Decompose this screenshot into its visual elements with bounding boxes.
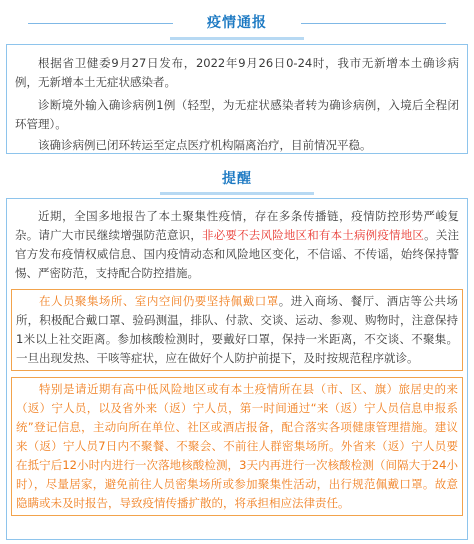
title-divider-left [28, 23, 173, 24]
title-divider-right [301, 23, 446, 24]
reminder-title: 提醒 [222, 171, 252, 187]
notice-box [6, 44, 468, 154]
reminder-mask-highlight-box [11, 289, 463, 371]
reminder-paragraph-1 [7, 207, 467, 283]
title-underline [170, 37, 304, 40]
notice-paragraph-3: 该确诊病例已闭环转运至定点医疗机构隔离治疗，目前情况平稳。 [38, 138, 372, 152]
reminder-travel-highlight-box [11, 377, 463, 516]
reminder-title-underline [160, 192, 314, 195]
reminder-title-area [0, 168, 474, 190]
notice-title-area [0, 12, 474, 34]
reminder-paragraph-3: 特别是请近期有高中低风险地区或有本土疫情所在县（市、区、旗）旅居史的来（返）宁人员，以及省外来（返）宁人员，第一时间通过“来（返）宁人员信息申报系统”登记信息，主动向所在单位、社区或酒店报备，配合落实各项健康管理措施。建议来（返）宁人员7日内不聚餐、不聚会、不前往人群密集场所。外省来（返）宁人员要在抵宁后12小时内进行一次落地核酸检测，3天内再进行一次核酸检测（间隔大于24小时），尽量居家，避免前往人员密集场所或参加聚集性活动，出行规范佩戴口罩。故意隐瞒或未及时报告，导致疫情传播扩散的，将承担相应法律责任。 [16, 382, 458, 510]
reminder-p1-text-continued: 。关注官方发布疫情权威信息、国内疫情动态和风险地区变化，不信谣、不传谣，始终保持警惕、严密防范，支持配合防控措施。 [15, 228, 460, 280]
reminder-p1-text: 近期，全国多地报告了本土聚集性疫情，存在多条传播链，疫情防控形势严峻复杂。请广大市民继续增强防范意识， [15, 209, 459, 242]
notice-title: 疫情通报 [207, 15, 267, 31]
reminder-p2-highlight: 在人员聚集场所、室内空间仍要坚持佩戴口罩 [39, 294, 279, 308]
reminder-p1-highlight: 非必要不去风险地区和有本土病例疫情地区 [202, 228, 425, 242]
reminder-paragraph-2 [16, 292, 458, 368]
reminder-p2-text: 。进入商场、餐厅、酒店等公共场所，积极配合戴口罩、验码测温，排队、付款、交谈、运动、参观、购物时，注意保持 1米以上社交距离。参加核酸检测时，要戴好口罩，保持一米距离，不交谈、不聚集。一旦出现发热、干咳等症状，应在做好个人防护前提下，及时按规范程序就诊。 [16, 294, 459, 365]
reminder-box [6, 198, 468, 540]
notice-paragraph-1: 根据省卫健委9月27日发布，2022年9月26日0-24时，我市无新增本土确诊病例，无新增本土无症状感染者。 [15, 56, 459, 89]
notice-paragraph-2: 诊断境外输入确诊病例1例（轻型，为无症状感染者转为确诊病例，入境后全程闭环管理）。 [15, 98, 459, 131]
